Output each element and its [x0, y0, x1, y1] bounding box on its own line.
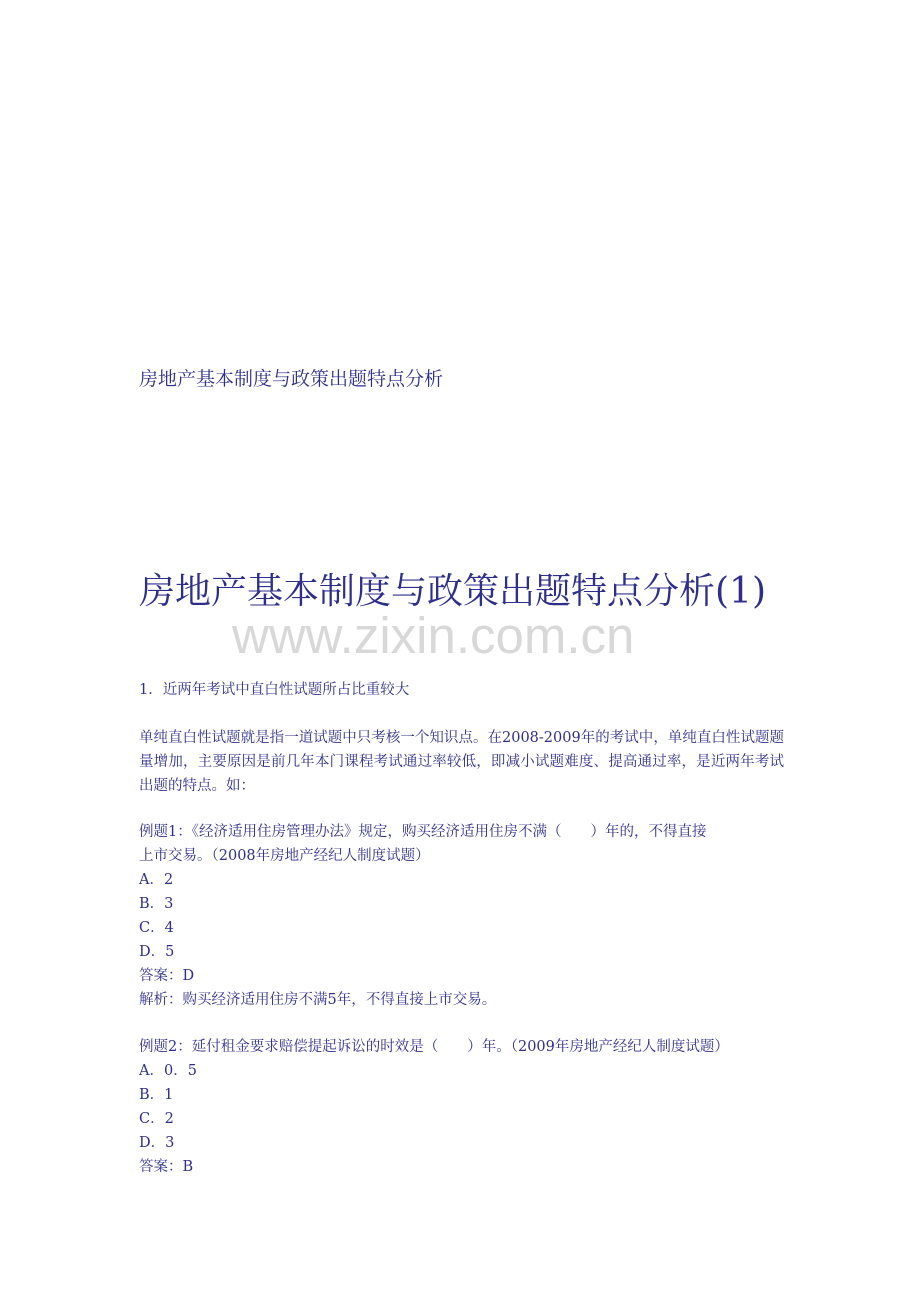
example-1-question-line-1: 例题1：《经济适用住房管理办法》规定，购买经济适用住房不满（ ）年的，不得直接 — [139, 824, 707, 840]
example-2-answer: 答案：B — [139, 1159, 194, 1175]
example-1-option-b: B．3 — [139, 896, 174, 912]
example-1-option-c: C．4 — [139, 920, 174, 936]
example-1-option-a: A．2 — [139, 872, 174, 888]
example-1 — [139, 820, 784, 1012]
example-2-option-d: D．3 — [139, 1135, 175, 1151]
example-2-question: 例题2：延付租金要求赔偿提起诉讼的时效是（ ）年。（2009年房地产经纪人制度试题） — [139, 1039, 729, 1055]
example-2-option-b: B．1 — [139, 1087, 174, 1103]
example-1-answer: 答案：D — [139, 968, 195, 984]
watermark: www.zixin.com.cn — [232, 607, 635, 664]
section-heading-block — [139, 678, 784, 702]
example-2 — [139, 1035, 784, 1179]
cover-title: 房地产基本制度与政策出题特点分析 — [139, 368, 444, 390]
section-paragraph-block — [139, 726, 784, 798]
example-1-analysis: 解析：购买经济适用住房不满5年，不得直接上市交易。 — [139, 992, 497, 1008]
section-heading: 1．近两年考试中直白性试题所占比重较大 — [139, 682, 410, 698]
example-1-option-d: D．5 — [139, 944, 175, 960]
example-2-option-a: A．0．5 — [139, 1063, 197, 1079]
example-2-option-c: C．2 — [139, 1111, 174, 1127]
example-1-question-line-2: 上市交易。（2008年房地产经纪人制度试题） — [139, 848, 430, 864]
main-title: 房地产基本制度与政策出题特点分析(1) — [139, 571, 766, 612]
section-paragraph: 单纯直白性试题就是指一道试题中只考核一个知识点。在2008-2009年的考试中，单纯直白性试题题量增加，主要原因是前几年本门课程考试通过率较低，即减小试题难度、提高通过率，是近两年考试出题的特点。如： — [139, 730, 784, 794]
